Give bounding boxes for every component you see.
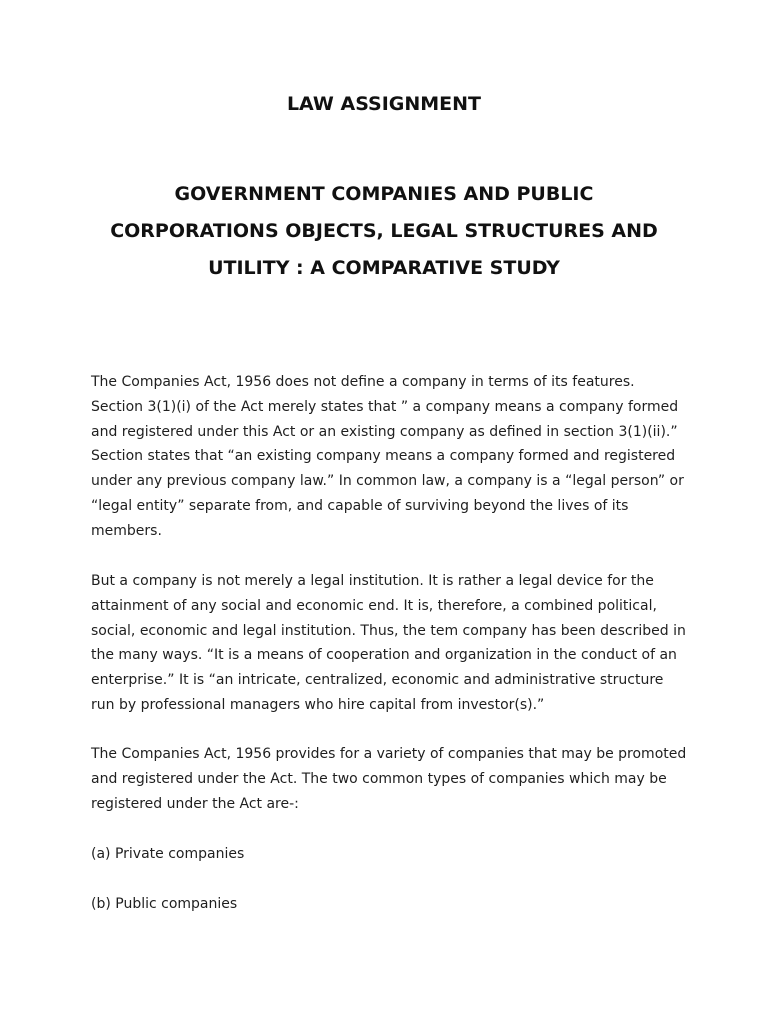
- text-line: and registered under the Act. The two common types of companies which may be: [91, 770, 667, 787]
- text-line: “legal entity” separate from, and capable of surviving beyond the lives of its: [91, 497, 629, 514]
- text-line: social, economic and legal institution. Thus, the tem company has been described in: [91, 622, 686, 639]
- subtitle-line: CORPORATIONS OBJECTS, LEGAL STRUCTURES AND: [110, 220, 658, 242]
- text-line: enterprise.” It is “an intricate, centralized, economic and administrative structure: [91, 672, 664, 689]
- list-item-public-companies: [91, 892, 691, 917]
- text-line: and registered under this Act or an existing company as defined in section 3(1)(ii).”: [91, 423, 678, 440]
- document-subtitle: [0, 176, 768, 287]
- paragraph-legal-institution: [91, 569, 691, 718]
- paragraph-types-of-companies: [91, 742, 691, 816]
- document-title: LAW ASSIGNMENT: [286, 93, 482, 115]
- paragraph-companies-act-definition: [91, 370, 691, 544]
- text-line: attainment of any social and economic end. It is, therefore, a combined political,: [91, 597, 657, 614]
- text-line: under any previous company law.” In common law, a company is a “legal person” or: [91, 473, 684, 490]
- text-line: The Companies Act, 1956 provides for a variety of companies that may be promoted: [91, 746, 687, 762]
- text-line: Section 3(1)(i) of the Act merely states that ” a company means a company formed: [91, 398, 679, 415]
- text-line: Section states that “an existing company means a company formed and registered: [91, 448, 676, 465]
- text-line: members.: [91, 522, 162, 539]
- text-line: the many ways. “It is a means of cooperation and organization in the conduct of an: [91, 647, 677, 664]
- text-line: registered under the Act are-:: [91, 795, 299, 812]
- subtitle-line: UTILITY : A COMPARATIVE STUDY: [208, 257, 560, 279]
- text-line: (a) Private companies: [91, 846, 245, 862]
- subtitle-line: GOVERNMENT COMPANIES AND PUBLIC: [174, 183, 594, 205]
- list-item-private-companies: [91, 842, 691, 867]
- text-line: But a company is not merely a legal institution. It is rather a legal device for the: [91, 573, 654, 589]
- text-line: run by professional managers who hire capital from investor(s).”: [91, 696, 545, 713]
- text-line: (b) Public companies: [91, 896, 238, 912]
- text-line: The Companies Act, 1956 does not define a company in terms of its features.: [91, 374, 635, 390]
